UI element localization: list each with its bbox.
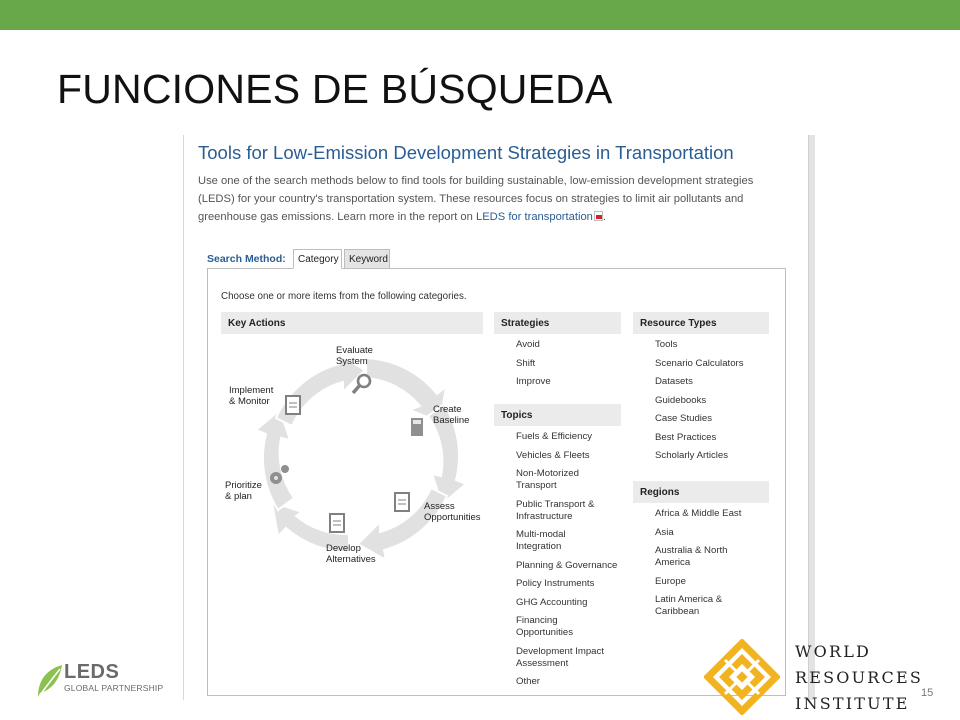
- intro-end: .: [602, 211, 606, 223]
- step-label[interactable]: Baseline: [433, 415, 470, 426]
- list-item[interactable]: Scenario Calculators: [655, 357, 744, 369]
- tab-keyword[interactable]: Keyword: [344, 249, 390, 269]
- step-label[interactable]: & Monitor: [229, 396, 270, 407]
- list-item[interactable]: Tools: [655, 339, 678, 350]
- intro-paragraph: [198, 172, 773, 226]
- list-item[interactable]: Africa & Middle East: [655, 508, 742, 519]
- page-heading: Tools for Low-Emission Development Strategies in Transportation: [198, 142, 734, 163]
- category-instruction: Choose one or more items from the following categories.: [221, 291, 467, 302]
- regions-header: Regions: [633, 481, 769, 503]
- step-label[interactable]: Create: [433, 404, 462, 415]
- document-icon: [395, 493, 409, 511]
- leds-logo-subtext: GLOBAL PARTNERSHIP: [64, 683, 164, 693]
- step-label[interactable]: & plan: [225, 491, 252, 502]
- list-item[interactable]: Improve: [516, 376, 551, 387]
- top-accent-bar: [0, 0, 960, 30]
- list-item[interactable]: Europe: [655, 575, 686, 587]
- magnifier-icon: [353, 385, 360, 393]
- resource-types-header: Resource Types: [633, 312, 769, 334]
- list-item[interactable]: Best Practices: [655, 431, 717, 443]
- step-label[interactable]: Alternatives: [326, 554, 376, 565]
- list-item[interactable]: Fuels & Efficiency: [516, 431, 593, 442]
- clipboard-icon: [286, 396, 300, 414]
- step-label[interactable]: Develop: [326, 543, 361, 554]
- list-item[interactable]: Australia & North America: [655, 545, 728, 568]
- intro-text: Use one of the search methods below to find tools for building sustainable, low-emission development strategies (LEDS) for your country's transportation system. These resources focus on strategies to limit air pollutants and greenhouse gas emissions. Learn more in the report on: [198, 175, 754, 223]
- wri-emblem-icon: [704, 639, 780, 715]
- list-item[interactable]: Multi-modal Integration: [516, 529, 566, 552]
- list-item[interactable]: Shift: [516, 357, 536, 369]
- list-item[interactable]: Avoid: [516, 339, 540, 350]
- step-label[interactable]: Prioritize: [225, 480, 262, 491]
- page-number: 15: [921, 687, 934, 699]
- scrollbar[interactable]: [808, 135, 815, 700]
- search-method-label: Search Method:: [207, 253, 286, 265]
- list-item[interactable]: Datasets: [655, 376, 693, 387]
- step-label[interactable]: System: [336, 356, 368, 367]
- list-item[interactable]: Policy Instruments: [516, 578, 595, 589]
- key-actions-header: Key Actions: [221, 312, 483, 334]
- strategies-header: Strategies: [494, 312, 621, 334]
- wri-logo-line: WORLD: [795, 642, 872, 661]
- list-item[interactable]: Financing Opportunities: [516, 615, 574, 638]
- tab-category[interactable]: Category: [293, 249, 342, 269]
- topics-list: [516, 431, 628, 695]
- list-item[interactable]: Non-Motorized Transport: [516, 468, 579, 491]
- key-actions-cycle: [218, 338, 493, 568]
- list-item[interactable]: Case Studies: [655, 413, 713, 424]
- leds-report-link[interactable]: LEDS for transportation: [475, 211, 593, 223]
- calculator-icon: [411, 418, 423, 436]
- topics-header: Topics: [494, 404, 621, 426]
- list-item[interactable]: Other: [516, 676, 540, 687]
- strategies-list: [516, 339, 628, 395]
- step-label[interactable]: Opportunities: [424, 512, 481, 523]
- list-item[interactable]: Vehicles & Fleets: [516, 449, 590, 461]
- list-item[interactable]: Guidebooks: [655, 394, 707, 406]
- list-item[interactable]: GHG Accounting: [516, 596, 588, 608]
- slide-title: FUNCIONES DE BÚSQUEDA: [57, 66, 613, 112]
- list-item[interactable]: Asia: [655, 526, 674, 538]
- step-label[interactable]: Evaluate: [336, 345, 373, 356]
- resource-types-list: [655, 339, 767, 469]
- list-item[interactable]: Development Impact Assessment: [516, 645, 604, 669]
- wri-logo: [702, 637, 922, 717]
- list-item[interactable]: Public Transport & Infrastructure: [516, 498, 595, 522]
- leds-logo-text: LEDS: [64, 661, 120, 683]
- wri-logo-line: RESOURCES: [795, 668, 924, 687]
- list-item[interactable]: Latin America & Caribbean: [655, 594, 723, 617]
- leaf-icon: [36, 663, 64, 699]
- regions-list: [655, 508, 767, 625]
- leds-logo: [36, 661, 176, 701]
- list-item[interactable]: Planning & Governance: [516, 559, 618, 571]
- step-label[interactable]: Assess: [424, 501, 455, 512]
- list-item[interactable]: Scholarly Articles: [655, 450, 729, 461]
- document-icon: [330, 514, 344, 532]
- step-label[interactable]: Implement: [229, 385, 274, 396]
- pdf-icon: [594, 211, 603, 221]
- wri-logo-line: INSTITUTE: [795, 694, 910, 713]
